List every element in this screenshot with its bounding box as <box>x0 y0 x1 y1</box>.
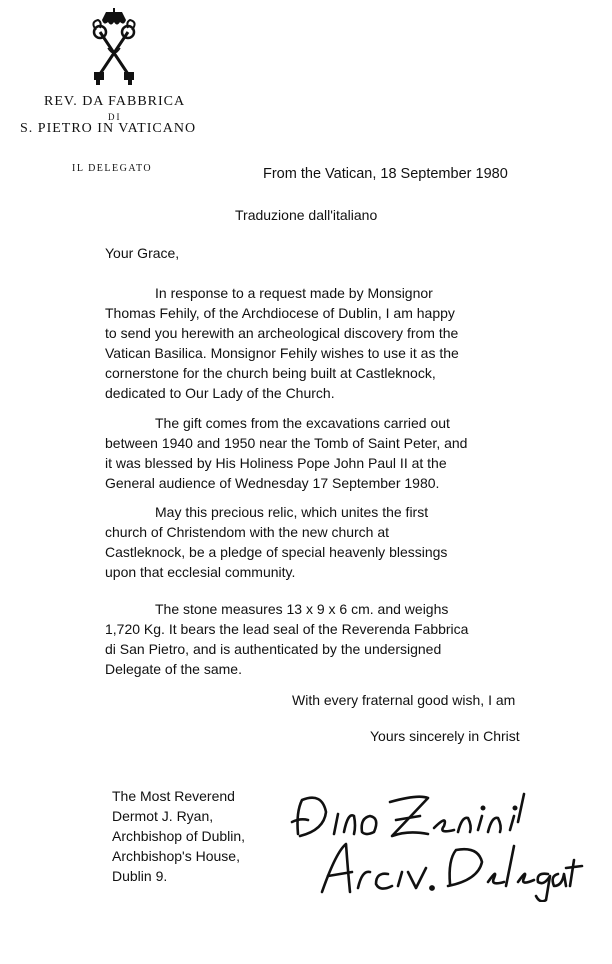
letterhead-line-2: DI <box>108 112 122 122</box>
letterhead-office: IL DELEGATO <box>72 163 153 174</box>
paragraph-line: Vatican Basilica. Monsignor Fehily wishes to use it as the <box>105 345 459 361</box>
address-line: Archbishop of Dublin, <box>112 828 246 844</box>
address-line: Archbishop's House, <box>112 848 240 864</box>
paragraph-line: 1,720 Kg. It bears the lead seal of the Reverenda Fabbrica <box>105 621 469 637</box>
paragraph-line: The gift comes from the excavations carried out <box>155 415 450 431</box>
letterhead-line-1: REV. DA FABBRICA <box>44 94 186 109</box>
paragraph-line: it was blessed by His Holiness Pope John Paul II at the <box>105 455 447 471</box>
closing-line-2: Yours sincerely in Christ <box>370 728 520 744</box>
paragraph-line: to send you herewith an archeological discovery from the <box>105 325 459 341</box>
paragraph-line: dedicated to Our Lady of the Church. <box>105 385 335 401</box>
address-line: The Most Reverend <box>112 788 235 804</box>
closing-line-1: With every fraternal good wish, I am <box>292 692 516 708</box>
paragraph-2 <box>105 413 467 493</box>
paragraph-line: Delegate of the same. <box>105 661 242 677</box>
paragraph-line: church of Christendom with the new church at <box>105 524 390 540</box>
paragraph-line: Thomas Fehily, of the Archdiocese of Dublin, I am happy <box>105 305 455 321</box>
address-line: Dermot J. Ryan, <box>112 808 214 824</box>
papal-keys-icon <box>86 8 142 88</box>
paragraph-line: di San Pietro, and is authenticated by the undersigned <box>105 641 442 657</box>
paragraph-line: In response to a request made by Monsignor <box>155 285 433 301</box>
dateline: From the Vatican, 18 September 1980 <box>263 166 508 182</box>
paragraph-line: Castleknock, be a pledge of special heavenly blessings <box>105 544 448 560</box>
translation-note: Traduzione dall'italiano <box>235 207 378 223</box>
letterhead-line-3: S. PIETRO IN VATICANO <box>20 121 197 136</box>
paragraph-line: cornerstone for the church being built at Castleknock, <box>105 365 436 381</box>
paragraph-line: The stone measures 13 x 9 x 6 cm. and weighs <box>155 601 449 617</box>
recipient-address <box>112 786 245 886</box>
paragraph-line: between 1940 and 1950 near the Tomb of Saint Peter, and <box>105 435 468 451</box>
salutation: Your Grace, <box>105 245 180 261</box>
address-line: Dublin 9. <box>112 868 168 884</box>
paragraph-1 <box>105 283 459 403</box>
paragraph-line: General audience of Wednesday 17 September 1980. <box>105 475 440 491</box>
paragraph-3 <box>105 502 447 582</box>
paragraph-line: upon that ecclesial community. <box>105 564 296 580</box>
handwritten-signature <box>278 782 588 902</box>
paragraph-line: May this precious relic, which unites the first <box>155 504 429 520</box>
paragraph-4 <box>105 599 468 679</box>
